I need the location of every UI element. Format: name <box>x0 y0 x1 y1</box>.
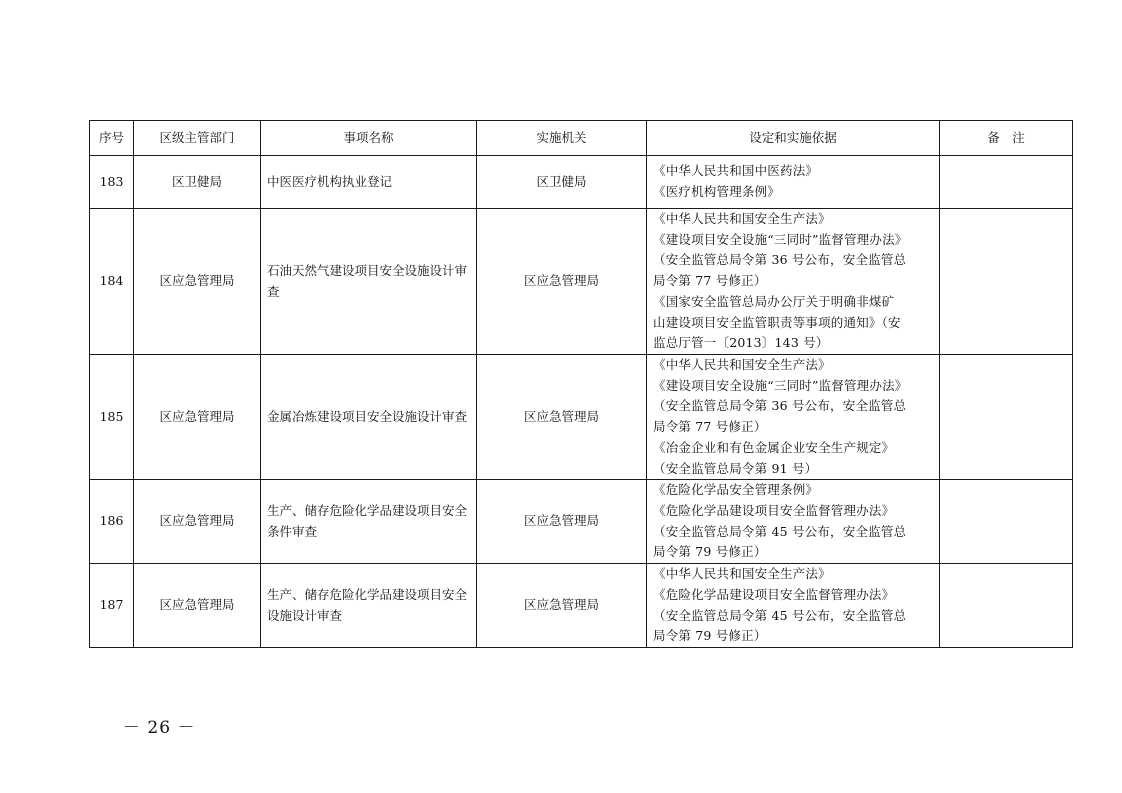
row-dept: 区应急管理局 <box>134 564 261 648</box>
table-header-row <box>90 121 1073 156</box>
header-item: 事项名称 <box>261 121 477 156</box>
header-remark: 备 注 <box>940 121 1073 156</box>
basis-line: 《建设项目安全设施“三同时”监督管理办法》 <box>653 231 908 247</box>
row-item: 生产、储存危险化学品建设项目安全条件审查 <box>261 480 477 564</box>
row-basis <box>647 480 940 564</box>
table-row <box>90 209 1073 355</box>
row-agency: 区卫健局 <box>477 156 647 209</box>
row-remark <box>940 156 1073 209</box>
row-basis <box>647 209 940 355</box>
header-basis: 设定和实施依据 <box>647 121 940 156</box>
page-number: － 26 － <box>123 718 196 738</box>
basis-line: （安全监管总局令第 45 号公布，安全监管总 <box>653 607 907 623</box>
basis-line: 山建设项目安全监管职责等事项的通知》（安 <box>653 314 901 330</box>
header-agency: 实施机关 <box>477 121 647 156</box>
basis-line: 局令第 77 号修正） <box>653 273 767 289</box>
basis-line: 《危险化学品建设项目安全监督管理办法》 <box>653 587 895 603</box>
basis-line: 《冶金企业和有色金属企业安全生产规定》 <box>653 439 895 455</box>
row-agency: 区应急管理局 <box>477 564 647 648</box>
row-dept: 区应急管理局 <box>134 480 261 564</box>
row-remark <box>940 480 1073 564</box>
basis-line: （安全监管总局令第 36 号公布，安全监管总 <box>653 398 907 414</box>
basis-line: （安全监管总局令第 36 号公布，安全监管总 <box>653 252 907 268</box>
basis-line: 《建设项目安全设施“三同时”监督管理办法》 <box>653 377 908 393</box>
row-seq: 186 <box>90 480 134 564</box>
basis-line: （安全监管总局令第 91 号） <box>653 460 818 476</box>
basis-line: 《医疗机构管理条例》 <box>653 184 781 199</box>
header-seq: 序号 <box>90 121 134 156</box>
administrative-items-table <box>89 120 1073 648</box>
row-agency: 区应急管理局 <box>477 480 647 564</box>
table-row <box>90 156 1073 209</box>
row-basis <box>647 355 940 480</box>
basis-line: 《中华人民共和国中医药法》 <box>653 163 819 179</box>
row-remark <box>940 564 1073 648</box>
table-row <box>90 480 1073 564</box>
row-seq: 184 <box>90 209 134 355</box>
basis-line: 局令第 79 号修正） <box>653 544 767 560</box>
table-row <box>90 564 1073 648</box>
basis-line: 《中华人民共和国安全生产法》 <box>653 357 831 372</box>
row-remark <box>940 209 1073 355</box>
row-agency: 区应急管理局 <box>477 355 647 480</box>
row-dept: 区应急管理局 <box>134 209 261 355</box>
row-item: 金属冶炼建设项目安全设施设计审查 <box>261 355 477 480</box>
row-seq: 185 <box>90 355 134 480</box>
row-item: 石油天然气建设项目安全设施设计审查 <box>261 209 477 355</box>
row-dept: 区应急管理局 <box>134 355 261 480</box>
basis-line: （安全监管总局令第 45 号公布，安全监管总 <box>653 523 907 539</box>
row-seq: 187 <box>90 564 134 648</box>
basis-line: 局令第 77 号修正） <box>653 419 767 435</box>
header-dept: 区级主管部门 <box>134 121 261 156</box>
row-remark <box>940 355 1073 480</box>
row-agency: 区应急管理局 <box>477 209 647 355</box>
basis-line: 监总厅管一〔2013〕143 号） <box>653 335 829 351</box>
row-item: 生产、储存危险化学品建设项目安全设施设计审查 <box>261 564 477 648</box>
row-basis <box>647 564 940 648</box>
basis-line: 局令第 79 号修正） <box>653 628 767 644</box>
basis-line: 《中华人民共和国安全生产法》 <box>653 211 831 227</box>
basis-line: 《危险化学品建设项目安全监督管理办法》 <box>653 503 895 519</box>
basis-line: 《国家安全监管总局办公厅关于明确非煤矿 <box>653 293 895 309</box>
basis-line: 《危险化学品安全管理条例》 <box>653 482 819 498</box>
table-row <box>90 355 1073 480</box>
basis-line: 《中华人民共和国安全生产法》 <box>653 566 831 582</box>
row-basis <box>647 156 940 209</box>
row-seq: 183 <box>90 156 134 209</box>
row-item: 中医医疗机构执业登记 <box>261 156 477 209</box>
row-dept: 区卫健局 <box>134 156 261 209</box>
